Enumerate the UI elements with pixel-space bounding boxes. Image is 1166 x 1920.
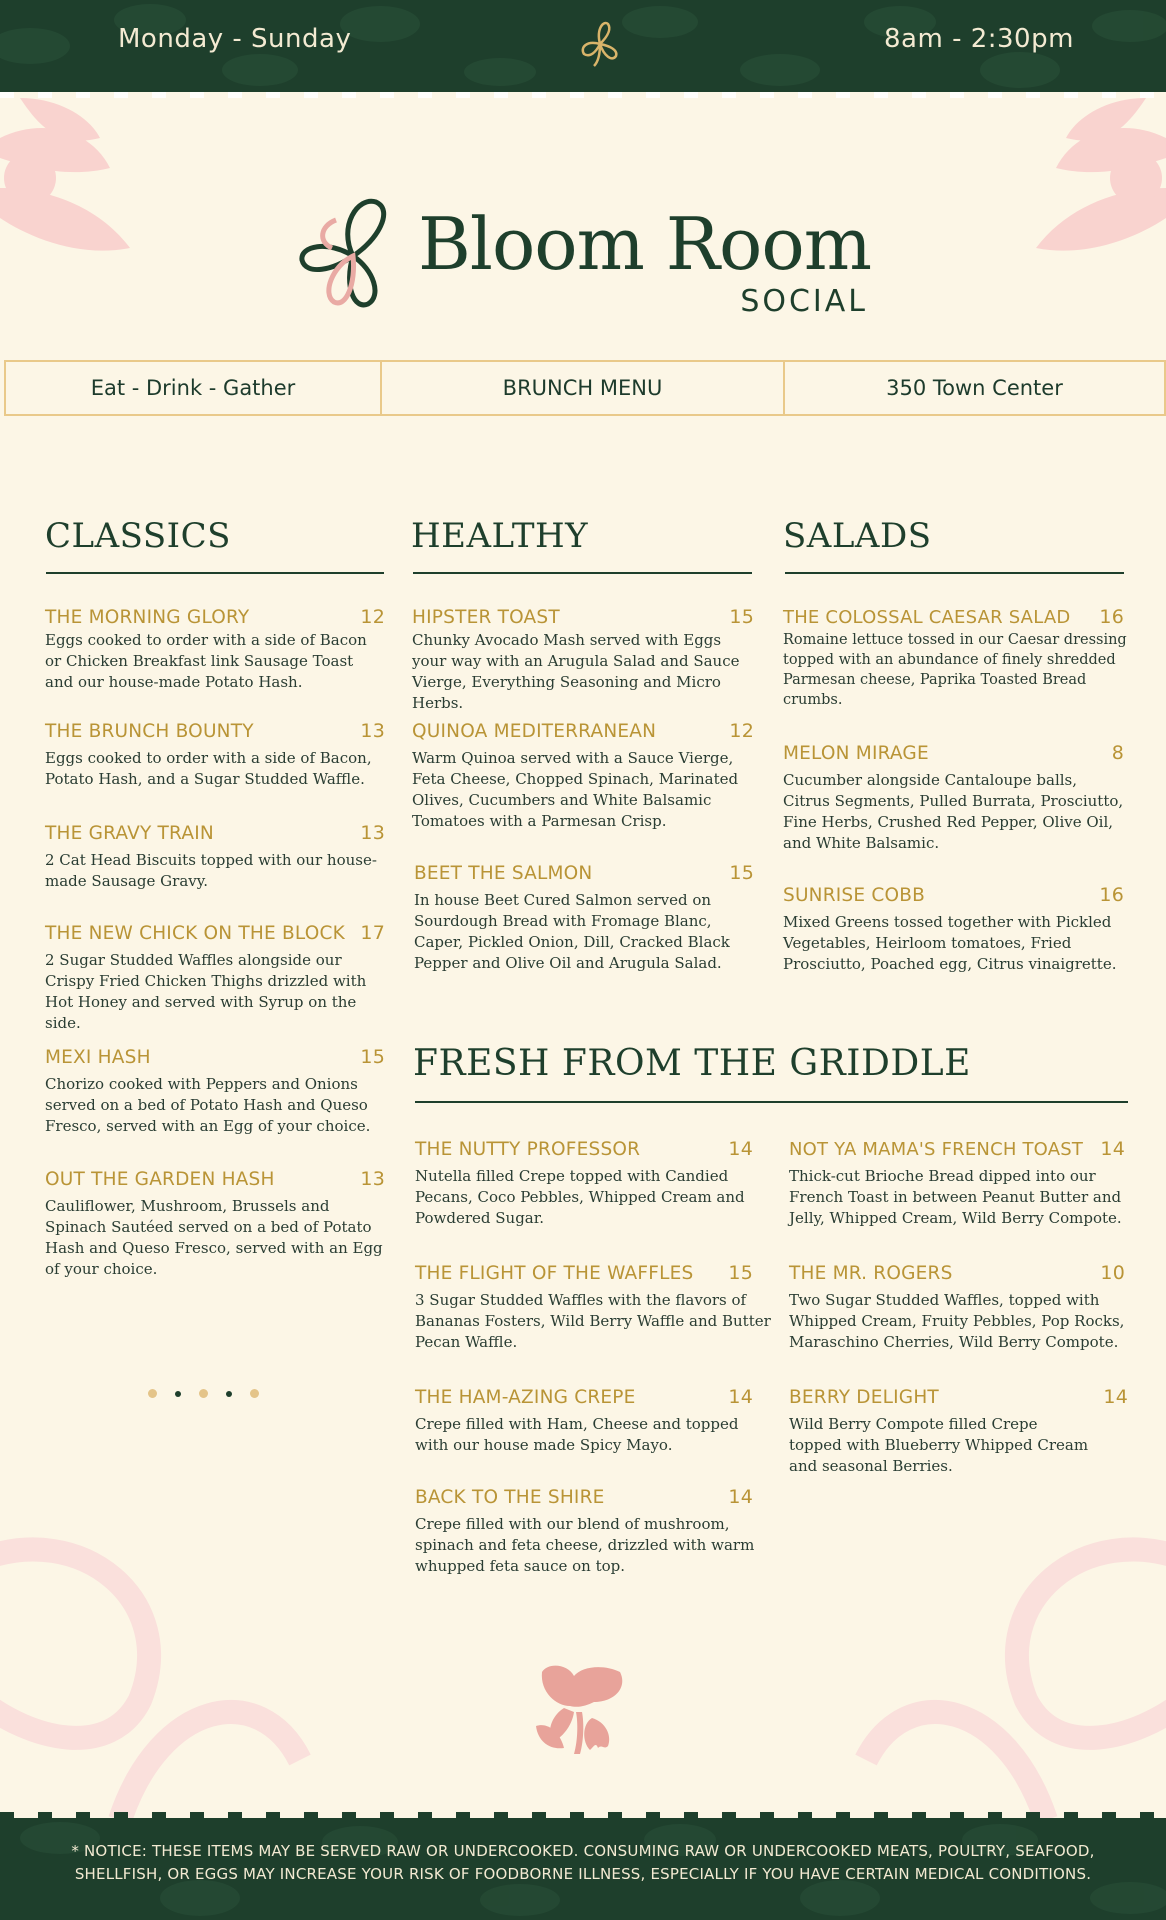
- item-price: 10: [1100, 1262, 1125, 1284]
- item-name: BACK TO THE SHIRE: [415, 1487, 605, 1508]
- menu-item: [45, 1046, 385, 1137]
- tulip-icon: [534, 1662, 630, 1756]
- item-price: 12: [729, 720, 754, 742]
- item-description: Chunky Avocado Mash served with Eggs your way with an Arugula Salad and Sauce Vierge, Everything Seasoning and Micro Herbs.: [412, 631, 740, 712]
- section-rule: [785, 572, 1124, 574]
- item-price: 17: [360, 922, 385, 944]
- item-name: SUNRISE COBB: [783, 885, 926, 906]
- item-name: NOT YA MAMA'S FRENCH TOAST: [789, 1139, 1084, 1160]
- dot: [250, 1389, 259, 1398]
- brand-subtitle: SOCIAL: [740, 284, 868, 319]
- item-name: THE COLOSSAL CAESAR SALAD: [783, 607, 1071, 628]
- item-description: Romaine lettuce tossed in our Caesar dressing topped with an abundance of finely shredded Parmesan cheese, Paprika Toasted Bread crumbs.: [783, 632, 1127, 708]
- tagline: Eat - Drink - Gather: [6, 362, 382, 414]
- item-name: BEET THE SALMON: [414, 863, 593, 884]
- section-title-healthy: HEALTHY: [411, 516, 589, 556]
- menu-item: [45, 1168, 385, 1280]
- opening-days: Monday - Sunday: [118, 24, 352, 54]
- dot: [148, 1389, 157, 1398]
- item-name: QUINOA MEDITERRANEAN: [412, 721, 657, 742]
- section-rule: [46, 572, 384, 574]
- item-price: 8: [1111, 742, 1124, 764]
- food-safety-notice: * NOTICE: THESE ITEMS MAY BE SERVED RAW OR UNDERCOOKED. CONSUMING RAW OR UNDERCOOKED MEATS, POULTRY, SEAFOOD, SHELLFISH, OR EGGS MAY INCREASE YOUR RISK OF FOODBORNE ILLNESS, ESPECIALLY IF YOU HAVE CERTAIN MEDICAL CONDITIONS.: [71, 1842, 1095, 1883]
- footer-bar: [0, 1818, 1166, 1920]
- item-description: Eggs cooked to order with a side of Bacon, Potato Hash, and a Sugar Studded Waffle.: [45, 749, 372, 788]
- menu-item: [789, 1386, 1129, 1477]
- menu-item: [415, 1386, 775, 1456]
- item-description: Crepe filled with Ham, Cheese and topped with our house made Spicy Mayo.: [415, 1415, 739, 1454]
- item-price: 14: [728, 1486, 753, 1508]
- item-name: HIPSTER TOAST: [412, 607, 560, 628]
- dot: [175, 1391, 181, 1397]
- item-price: 14: [1103, 1386, 1128, 1408]
- menu-item: [783, 884, 1128, 975]
- menu-item: [414, 862, 759, 974]
- item-price: 16: [1099, 606, 1124, 628]
- item-description: Warm Quinoa served with a Sauce Vierge, Feta Cheese, Chopped Spinach, Marinated Olives, Cucumbers and White Balsamic Tomatoes with a Parmesan Crisp.: [412, 749, 739, 830]
- item-name: OUT THE GARDEN HASH: [45, 1169, 275, 1190]
- section-rule: [415, 1101, 1128, 1103]
- menu-item: [415, 1486, 775, 1577]
- address: 350 Town Center: [886, 376, 1063, 400]
- brand-logo: [298, 196, 878, 326]
- bottom-flower-left: [0, 1440, 340, 1820]
- item-name: BERRY DELIGHT: [789, 1387, 939, 1408]
- section-title-griddle: FRESH FROM THE GRIDDLE: [413, 1043, 971, 1084]
- item-name: MELON MIRAGE: [783, 743, 929, 764]
- brand-name: Bloom Room: [418, 202, 871, 286]
- item-name: MEXI HASH: [45, 1047, 151, 1068]
- item-name: THE MORNING GLORY: [45, 607, 250, 628]
- item-description: Wild Berry Compote filled Crepe topped with Blueberry Whipped Cream and seasonal Berries.: [789, 1415, 1089, 1475]
- item-name: THE FLIGHT OF THE WAFFLES: [415, 1263, 694, 1284]
- item-description: Cucumber alongside Cantaloupe balls, Citrus Segments, Pulled Burrata, Prosciutto, Fine Herbs, Crushed Red Pepper, Olive Oil, and White Balsamic.: [783, 771, 1124, 852]
- item-description: Eggs cooked to order with a side of Bacon or Chicken Breakfast link Sausage Toast and our house-made Potato Hash.: [45, 631, 367, 691]
- item-description: Chorizo cooked with Peppers and Onions served on a bed of Potato Hash and Queso Fresco, served with an Egg of your choice.: [45, 1075, 371, 1135]
- menu-item: [45, 922, 395, 1034]
- info-bar: [4, 360, 1166, 416]
- menu-item: [783, 742, 1128, 854]
- corner-flower-left: [0, 98, 170, 258]
- top-bar: [0, 0, 1166, 92]
- bottom-flower-right: [826, 1440, 1166, 1820]
- decorative-dots: [148, 1389, 259, 1398]
- item-price: 13: [360, 1168, 385, 1190]
- item-price: 15: [729, 862, 754, 884]
- menu-item: [415, 1262, 775, 1353]
- menu-item: [45, 822, 385, 892]
- menu-item: [412, 720, 757, 832]
- item-price: 15: [729, 606, 754, 628]
- item-name: THE NUTTY PROFESSOR: [415, 1139, 641, 1160]
- dot: [199, 1389, 208, 1398]
- item-description: Thick-cut Brioche Bread dipped into our French Toast in between Peanut Butter and Jelly, Whipped Cream, Wild Berry Compote.: [789, 1167, 1122, 1227]
- item-price: 14: [728, 1386, 753, 1408]
- item-price: 12: [360, 606, 385, 628]
- item-description: Crepe filled with our blend of mushroom, spinach and feta cheese, drizzled with warm whupped feta sauce on top.: [415, 1515, 755, 1575]
- divider-dashes: [0, 92, 1166, 98]
- menu-item: [415, 1138, 775, 1229]
- item-description: 3 Sugar Studded Waffles with the flavors of Bananas Fosters, Wild Berry Waffle and Butter Pecan Waffle.: [415, 1291, 771, 1351]
- item-description: 2 Sugar Studded Waffles alongside our Crispy Fried Chicken Thighs drizzled with Hot Honey and served with Syrup on the side.: [45, 951, 367, 1032]
- item-description: Nutella filled Crepe topped with Candied Pecans, Coco Pebbles, Whipped Cream and Powdered Sugar.: [415, 1167, 745, 1227]
- item-price: 15: [360, 1046, 385, 1068]
- menu-item: [412, 606, 757, 714]
- item-price: 14: [1100, 1138, 1125, 1160]
- menu-name: BRUNCH MENU: [382, 362, 785, 414]
- item-name: THE BRUNCH BOUNTY: [45, 721, 254, 742]
- dot: [226, 1391, 232, 1397]
- corner-flower-right: [996, 98, 1166, 258]
- menu-item: [789, 1262, 1129, 1353]
- menu-item: [783, 606, 1128, 710]
- item-price: 13: [360, 720, 385, 742]
- item-price: 13: [360, 822, 385, 844]
- menu-item: [45, 606, 385, 693]
- section-title-classics: CLASSICS: [45, 516, 231, 556]
- item-price: 14: [728, 1138, 753, 1160]
- item-name: THE NEW CHICK ON THE BLOCK: [45, 923, 345, 944]
- item-description: Cauliflower, Mushroom, Brussels and Spinach Sautéed served on a bed of Potato Hash and Queso Fresco, served with an Egg of your choice.: [45, 1197, 383, 1278]
- item-name: THE GRAVY TRAIN: [45, 823, 214, 844]
- section-rule: [413, 572, 752, 574]
- flower-icon: [570, 14, 630, 74]
- item-description: Two Sugar Studded Waffles, topped with Whipped Cream, Fruity Pebbles, Pop Rocks, Maraschino Cherries, Wild Berry Compote.: [789, 1291, 1125, 1351]
- item-description: In house Beet Cured Salmon served on Sourdough Bread with Fromage Blanc, Caper, Pickled Onion, Dill, Cracked Black Pepper and Olive Oil and Arugula Salad.: [414, 891, 730, 972]
- item-name: THE HAM-AZING CREPE: [415, 1387, 636, 1408]
- opening-hours: 8am - 2:30pm: [884, 24, 1074, 54]
- item-price: 15: [728, 1262, 753, 1284]
- item-name: THE MR. ROGERS: [789, 1263, 953, 1284]
- item-price: 16: [1099, 884, 1124, 906]
- menu-item: [789, 1138, 1129, 1229]
- bloom-logo-icon: [298, 196, 408, 316]
- menu-item: [45, 720, 385, 790]
- item-description: Mixed Greens tossed together with Pickled Vegetables, Heirloom tomatoes, Fried Prosciutto, Poached egg, Citrus vinaigrette.: [783, 913, 1117, 973]
- item-description: 2 Cat Head Biscuits topped with our house-made Sausage Gravy.: [45, 851, 377, 890]
- section-title-salads: SALADS: [783, 516, 932, 556]
